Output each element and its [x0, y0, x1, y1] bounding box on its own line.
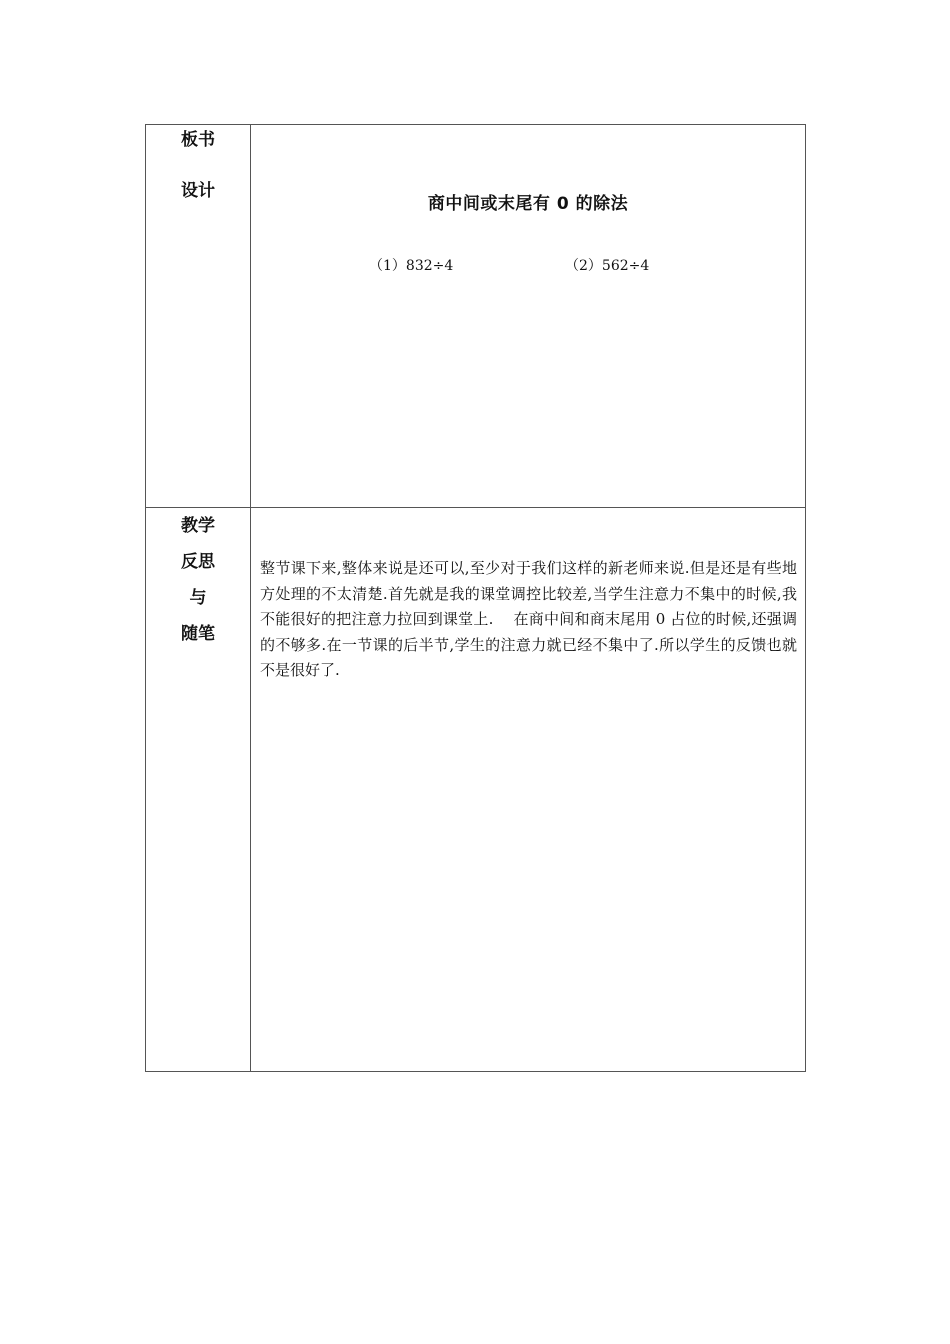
- board-label-line-1: 板书: [181, 130, 215, 150]
- reflection-label-line-3: 与: [189, 588, 207, 608]
- board-design-row: [146, 125, 806, 508]
- reflection-content: [251, 508, 805, 684]
- reflection-label-cell: [146, 508, 251, 1072]
- reflection-content-cell: [251, 508, 806, 1072]
- board-design-label-cell: [146, 125, 251, 508]
- board-label-line-2: 设计: [181, 181, 215, 201]
- lesson-table: [145, 124, 806, 1072]
- board-title: 商中间或末尾有 0 的除法: [427, 194, 629, 214]
- board-content: [251, 125, 805, 507]
- reflection-text: 整节课下来,整体来说是还可以,至少对于我们这样的新老师来说.但是还是有些地方处理的不太清楚.首先就是我的课堂调控比较差,当学生注意力不集中的时候,我不能很好的把注意力拉回到课堂上. 在商中间和商末尾用 0 占位的时候,还强调的不够多.在一节课的后半节,学生的注意力就已经不集中了.所以学生的反馈也就不是很好了.: [260, 559, 797, 679]
- reflection-label-line-4: 随笔: [181, 624, 215, 644]
- problem-1: （1）832÷4: [369, 258, 454, 274]
- reflection-label-line-1: 教学: [181, 516, 215, 536]
- problem-2: （2）562÷4: [565, 258, 650, 274]
- reflection-label-line-2: 反思: [181, 552, 215, 572]
- reflection-row: [146, 508, 806, 1072]
- board-design-content-cell: [251, 125, 806, 508]
